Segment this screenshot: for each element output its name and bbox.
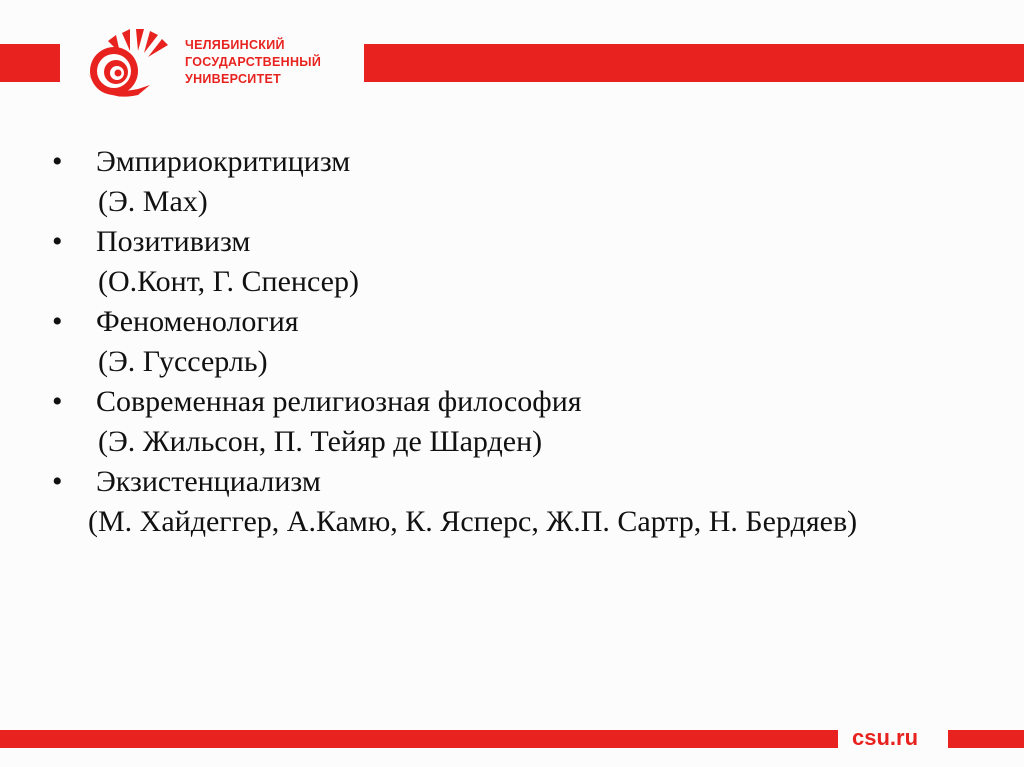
- list-item: [52, 142, 1002, 222]
- bullet: •: [52, 465, 63, 498]
- bullet: •: [52, 385, 63, 418]
- footer-bar-left: [0, 730, 838, 748]
- university-name-line-3: УНИВЕРСИТЕТ: [185, 72, 282, 86]
- item-title: Эмпириокритицизм: [96, 145, 351, 178]
- item-title: Феноменология: [96, 305, 299, 338]
- item-title: Современная религиозная философия: [96, 385, 582, 418]
- university-name-line-1: ЧЕЛЯБИНСКИЙ: [185, 38, 285, 52]
- item-people: (Э. Жильсон, П. Тейяр де Шарден): [98, 425, 543, 458]
- item-title: Позитивизм: [96, 225, 251, 258]
- header-bar-left: [0, 44, 60, 82]
- university-name: [185, 37, 321, 88]
- bullet: •: [52, 145, 63, 178]
- list-item: [52, 222, 1002, 302]
- site-link[interactable]: csu.ru: [852, 725, 919, 750]
- item-people: (Э. Гуссерль): [98, 345, 268, 378]
- item-people: (О.Конт, Г. Спенсер): [98, 265, 359, 298]
- footer-bar-right: [948, 730, 1024, 748]
- bullet: •: [52, 305, 63, 338]
- item-people: (Э. Мах): [98, 185, 208, 218]
- bullet: •: [52, 225, 63, 258]
- item-people: (М. Хайдеггер, А.Камю, К. Ясперс, Ж.П. Сартр, Н. Бердяев): [88, 505, 858, 538]
- list-item: [52, 302, 1002, 382]
- list-item: [52, 382, 1002, 462]
- list-item: [52, 462, 1002, 542]
- item-title: Экзистенциализм: [96, 465, 321, 498]
- university-name-line-2: ГОСУДАРСТВЕННЫЙ: [185, 55, 322, 69]
- header-bar-right: [364, 44, 1024, 82]
- philosophy-list: [52, 142, 1002, 542]
- university-logo-icon: [78, 27, 173, 97]
